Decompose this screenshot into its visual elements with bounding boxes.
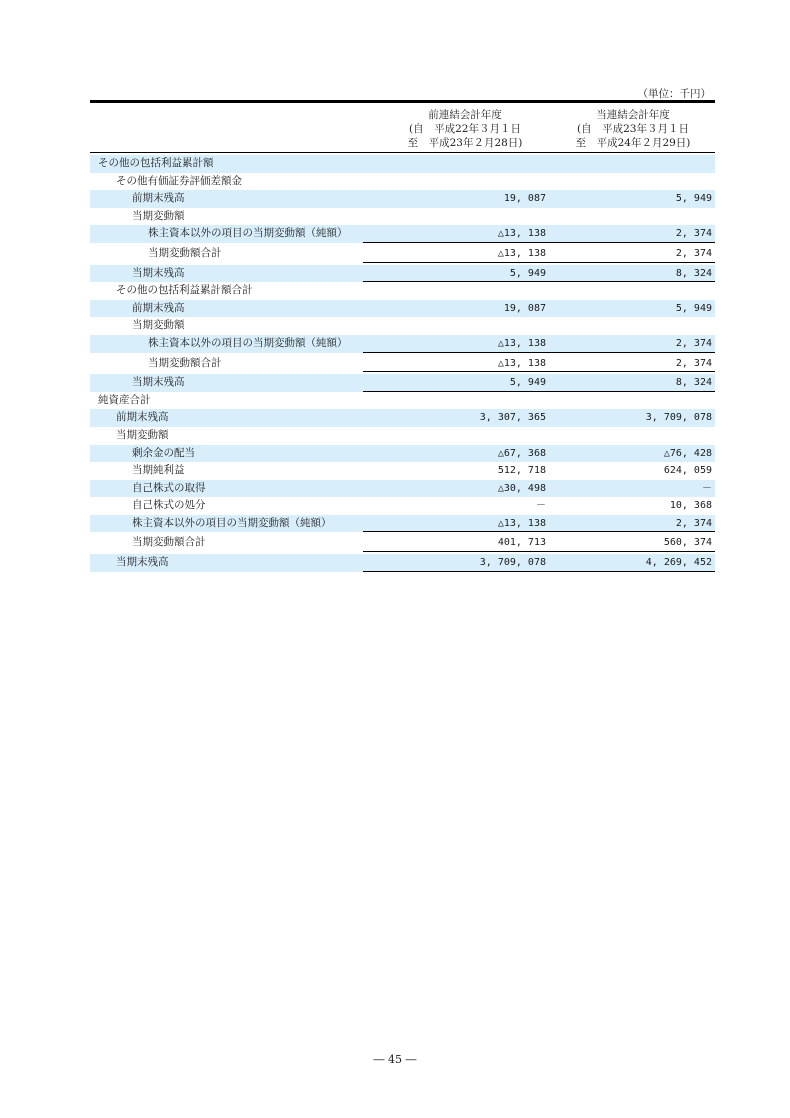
row-label: 当期変動額合計	[148, 356, 222, 369]
table-row	[90, 317, 715, 335]
column-header-prev	[390, 108, 540, 150]
value-curr: 5, 949	[675, 302, 712, 314]
table-row	[90, 155, 715, 173]
table-row	[90, 265, 715, 283]
value-prev: 19, 087	[503, 193, 546, 205]
row-label: 前期末残高	[132, 192, 185, 205]
row-label: 純資産合計	[98, 393, 151, 406]
unit-label: （単位：千円）	[637, 88, 711, 100]
row-label: 当期変動額合計	[148, 246, 222, 259]
table-row	[90, 208, 715, 226]
table-row	[90, 173, 715, 191]
table-row	[90, 427, 715, 445]
row-label: その他の包括利益累計額合計	[116, 284, 253, 297]
table-row	[90, 374, 715, 392]
table-row	[90, 554, 715, 572]
value-prev: 19, 087	[503, 302, 546, 314]
table-row	[90, 462, 715, 480]
row-label: 当期末残高	[132, 266, 185, 279]
row-label: その他有価証券評価差額金	[116, 174, 242, 187]
row-label: 当期変動額	[116, 428, 169, 441]
table-top-rule	[90, 100, 715, 103]
value-curr: 2, 374	[675, 228, 712, 240]
value-curr: 560, 374	[663, 537, 712, 549]
table-row	[90, 245, 715, 263]
row-label: 自己株式の処分	[132, 499, 206, 512]
row-label: 当期純利益	[132, 464, 185, 477]
value-curr: －	[702, 482, 712, 494]
header-rule	[90, 152, 715, 153]
value-prev: 3, 709, 078	[479, 557, 546, 569]
statement-table	[90, 155, 715, 572]
table-row	[90, 534, 715, 552]
value-prev: △13, 138	[497, 247, 546, 259]
row-label: その他の包括利益累計額	[98, 157, 214, 169]
value-prev: －	[536, 500, 546, 512]
row-label: 前期末残高	[132, 301, 185, 314]
value-prev: 3, 307, 365	[479, 412, 546, 424]
row-label: 当期変動額合計	[132, 536, 206, 549]
table-row	[90, 480, 715, 498]
table-row	[90, 282, 715, 300]
row-label: 当期末残高	[132, 376, 185, 389]
value-prev: △13, 138	[497, 228, 546, 240]
value-curr: 2, 374	[675, 517, 712, 529]
table-row	[90, 225, 715, 243]
column-header-curr-title: 当連結会計年度	[596, 109, 670, 121]
table-row	[90, 497, 715, 515]
value-prev: 5, 949	[509, 267, 546, 279]
column-header-prev-from: (自 平成22年３月１日	[409, 123, 521, 135]
row-label: 株主資本以外の項目の当期変動額（純額）	[132, 516, 332, 529]
table-row	[90, 445, 715, 463]
column-header-curr	[558, 108, 708, 150]
row-label: 当期末残高	[116, 556, 169, 569]
row-label: 前期末残高	[116, 411, 169, 424]
table-row	[90, 409, 715, 427]
table-row	[90, 355, 715, 373]
row-label: 株主資本以外の項目の当期変動額（純額）	[148, 336, 348, 349]
value-prev: △13, 138	[497, 337, 546, 349]
row-label: 株主資本以外の項目の当期変動額（純額）	[148, 227, 348, 240]
row-label: 自己株式の取得	[132, 481, 206, 494]
value-curr: 8, 324	[675, 377, 712, 389]
value-curr: △76, 428	[663, 447, 712, 459]
value-prev: 401, 713	[497, 537, 546, 549]
value-curr: 4, 269, 452	[645, 557, 712, 569]
value-prev: 5, 949	[509, 377, 546, 389]
table-row	[90, 190, 715, 208]
column-header-prev-title: 前連結会計年度	[428, 109, 502, 121]
value-curr: 8, 324	[675, 267, 712, 279]
value-prev: △30, 498	[497, 482, 546, 494]
value-prev: △13, 138	[497, 517, 546, 529]
table-row	[90, 392, 715, 410]
table-row	[90, 515, 715, 533]
value-curr: 2, 374	[675, 357, 712, 369]
row-label: 当期変動額	[132, 319, 185, 332]
value-prev: △67, 368	[497, 447, 546, 459]
column-header-prev-to: 至 平成23年２月28日)	[407, 137, 523, 149]
value-prev: △13, 138	[497, 357, 546, 369]
value-curr: 2, 374	[675, 247, 712, 259]
page-number: ― 45 ―	[373, 1053, 417, 1066]
value-curr: 2, 374	[675, 337, 712, 349]
row-label: 当期変動額	[132, 209, 185, 222]
value-prev: 512, 718	[497, 465, 546, 477]
value-curr: 3, 709, 078	[645, 412, 712, 424]
value-curr: 10, 368	[669, 500, 712, 512]
table-row	[90, 335, 715, 353]
value-curr: 5, 949	[675, 193, 712, 205]
column-header-curr-from: (自 平成23年３月１日	[577, 123, 689, 135]
row-label: 剰余金の配当	[132, 446, 195, 459]
table-row	[90, 300, 715, 318]
column-header-curr-to: 至 平成24年２月29日)	[575, 137, 691, 149]
value-curr: 624, 059	[663, 465, 712, 477]
